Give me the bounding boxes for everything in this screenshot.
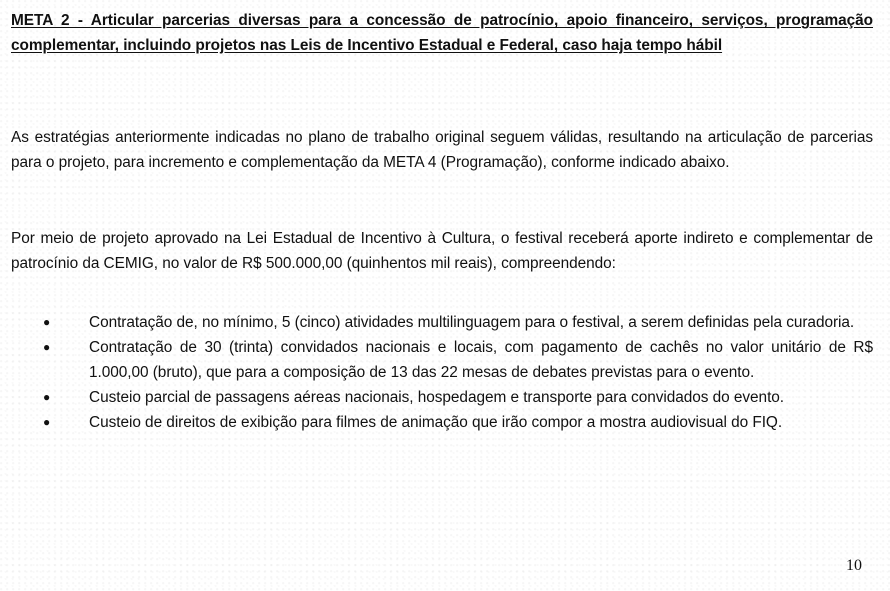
bullet-text: Custeio parcial de passagens aéreas nacionais, hospedagem e transporte para convidados do evento.: [89, 389, 785, 406]
bullet-text: Contratação de, no mínimo, 5 (cinco) atividades multilinguagem para o festival, a serem definidas pela curadoria.: [89, 314, 855, 331]
bullet-icon: ●: [43, 340, 51, 354]
bullet-item-exhibition-rights: [0, 410, 890, 435]
bullet-icon: ●: [43, 315, 51, 329]
meta-heading: META 2 - Articular parcerias diversas para a concessão de patrocínio, apoio financeiro, serviços, programação complementar, incluindo projetos nas Leis de Incentivo Estadual e Federal, caso haja tempo hábil: [11, 12, 873, 54]
strategy-paragraph: As estratégias anteriormente indicadas no plano de trabalho original seguem válidas, resultando na articulação de parcerias para o projeto, para incremento e complementação da META 4 (Programação), conforme indicado abaixo.: [11, 129, 873, 171]
incentive-paragraph: Por meio de projeto aprovado na Lei Estadual de Incentivo à Cultura, o festival receberá aporte indireto e complementar de patrocínio da CEMIG, no valor de R$ 500.000,00 (quinhentos mil reais), compreendendo:: [11, 230, 873, 272]
bullet-icon: ●: [43, 390, 51, 404]
bullet-item-travel-costs: [0, 385, 890, 410]
bullet-text: Custeio de direitos de exibição para filmes de animação que irão compor a mostra audiovisual do FIQ.: [89, 414, 783, 431]
bullet-icon: ●: [43, 415, 51, 429]
page-number: 10: [846, 557, 862, 574]
bullet-item-guests: [0, 335, 890, 385]
bullet-text: Contratação de 30 (trinta) convidados nacionais e locais, com pagamento de cachês no valor unitário de R$ 1.000,00 (bruto), que para a composição de 13 das 22 mesas de debates previstas para o evento.: [89, 339, 873, 381]
funding-bullet-list: [0, 310, 890, 435]
bullet-item-activities: [0, 310, 890, 335]
